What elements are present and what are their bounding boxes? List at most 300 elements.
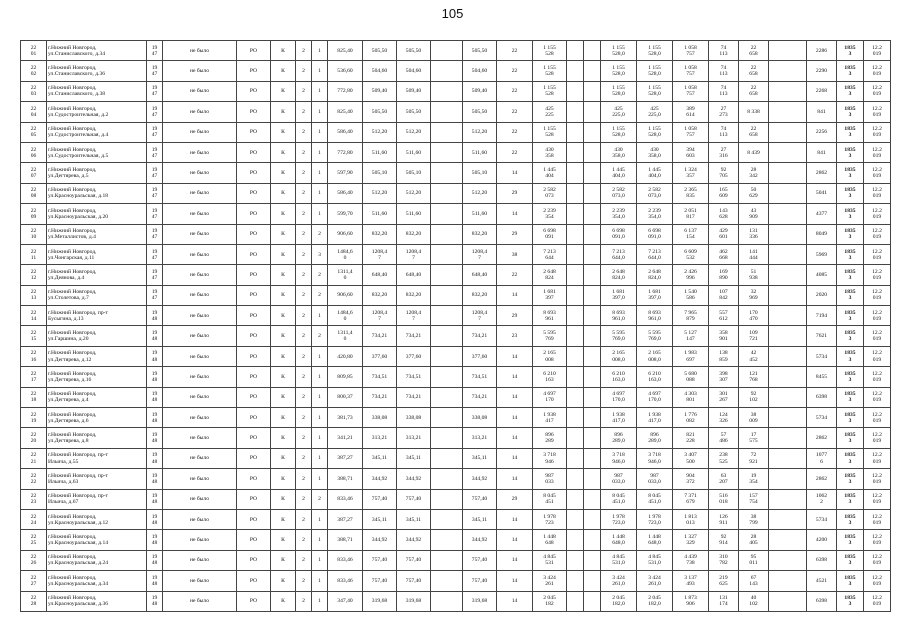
table-cell xyxy=(584,102,601,122)
table-cell: 1 324 357 xyxy=(673,163,709,183)
table-cell: не было xyxy=(163,550,237,570)
table-cell: 1 155 528,0 xyxy=(637,81,673,101)
table-cell: 1311,4 0 xyxy=(328,265,363,285)
table-cell xyxy=(567,346,584,366)
table-cell: 22 04 xyxy=(21,102,47,122)
table-cell xyxy=(769,489,807,509)
table-cell: К xyxy=(271,285,296,305)
table-cell: 757,40 xyxy=(363,489,397,509)
table-cell: 1 327 329 xyxy=(673,530,709,550)
table-cell: 1 xyxy=(312,469,328,489)
table-cell xyxy=(567,509,584,529)
table-cell: 12.2 019 xyxy=(864,306,891,326)
table-cell: 29 xyxy=(497,183,533,203)
table-cell xyxy=(567,530,584,550)
table-cell: 906,60 xyxy=(328,285,363,305)
table-cell: 12.2 019 xyxy=(864,81,891,101)
table-cell: 2 xyxy=(296,428,312,448)
table-cell: 2 xyxy=(296,142,312,162)
table-cell: 358 901 xyxy=(709,326,739,346)
table-cell xyxy=(584,509,601,529)
table-cell: 67 143 xyxy=(739,571,769,591)
table-cell: 1 448 648,0 xyxy=(637,530,673,550)
table-cell xyxy=(769,428,807,448)
table-cell: 8 439 xyxy=(739,142,769,162)
table-cell: 7 213 644,0 xyxy=(601,244,637,264)
table-cell: РО xyxy=(237,183,271,203)
table-cell: РО xyxy=(237,41,271,61)
table-cell: 22 07 xyxy=(21,163,47,183)
table-cell xyxy=(769,265,807,285)
table-cell: 757,40 xyxy=(397,571,431,591)
table-cell xyxy=(584,448,601,468)
table-cell: 238 525 xyxy=(709,448,739,468)
table-cell: г.Нижний Новгород, ул.Красноуральская, д.12 xyxy=(47,509,147,529)
table-cell xyxy=(567,61,584,81)
table-cell: 2 165 008 xyxy=(533,346,567,366)
table-cell: 1 155 528 xyxy=(533,81,567,101)
table-cell: 12.2 019 xyxy=(864,428,891,448)
table-cell: г.Нижний Новгород, ул.Дегтярева, д.12 xyxy=(47,346,147,366)
table-cell: не было xyxy=(163,346,237,366)
table-cell: 2 xyxy=(296,122,312,142)
table-cell: 22 06 xyxy=(21,142,47,162)
table-cell: 2 239 354,0 xyxy=(637,204,673,224)
table-cell: 1 xyxy=(312,183,328,203)
table-cell: 757,40 xyxy=(463,550,497,570)
table-cell: 7 965 879 xyxy=(673,306,709,326)
table-cell: 2 xyxy=(296,285,312,305)
table-cell: 22 09 xyxy=(21,204,47,224)
table-cell: не было xyxy=(163,142,237,162)
table-cell: 987 033 xyxy=(533,469,567,489)
table-cell: 19 47 xyxy=(147,285,163,305)
table-cell: 1835 3 xyxy=(837,408,864,428)
table-cell: 772,80 xyxy=(328,142,363,162)
table-cell: 121 768 xyxy=(739,367,769,387)
table-cell xyxy=(431,183,463,203)
table-cell: К xyxy=(271,469,296,489)
table-cell: 14 xyxy=(497,204,533,224)
table-cell: 1 xyxy=(312,41,328,61)
table-cell: РО xyxy=(237,306,271,326)
table-cell: 906,60 xyxy=(328,224,363,244)
table-cell: 14 xyxy=(497,163,533,183)
table-cell: г.Нижний Новгород, ул.Металлистов, д.4 xyxy=(47,224,147,244)
table-cell: 22 12 xyxy=(21,265,47,285)
table-cell: г.Нижний Новгород, ул.Дегтярева, д.6 xyxy=(47,408,147,428)
table-cell: 430 358 xyxy=(533,142,567,162)
table-cell: 648,40 xyxy=(463,265,497,285)
table-cell: 509,40 xyxy=(397,81,431,101)
table-cell: 22 14 xyxy=(21,306,47,326)
table-cell xyxy=(567,102,584,122)
table-cell: 1835 3 xyxy=(837,163,864,183)
table-cell xyxy=(567,469,584,489)
table-cell: К xyxy=(271,346,296,366)
table-cell: 597,90 xyxy=(328,163,363,183)
table-cell: 389 614 xyxy=(673,102,709,122)
table-cell: 19 48 xyxy=(147,489,163,509)
table-cell: г.Нижний Новгород, пр-т Ильича, д.67 xyxy=(47,489,147,509)
table-cell: 1835 3 xyxy=(837,367,864,387)
table-cell: 505,50 xyxy=(363,41,397,61)
table-cell: 6 210 163 xyxy=(533,367,567,387)
table-cell: 512,20 xyxy=(463,183,497,203)
table-cell xyxy=(567,306,584,326)
table-cell: 63 207 xyxy=(709,469,739,489)
table-cell: 1077 6 xyxy=(807,448,837,468)
table-cell: 512,20 xyxy=(463,122,497,142)
table-cell: 22 19 xyxy=(21,408,47,428)
table-cell: 12.2 019 xyxy=(864,41,891,61)
table-cell: 19 48 xyxy=(147,530,163,550)
table-cell xyxy=(769,122,807,142)
table-cell: 757,40 xyxy=(363,550,397,570)
table-cell: 8 693 961,0 xyxy=(601,306,637,326)
table-cell: К xyxy=(271,102,296,122)
table-cell: 6 698 091 xyxy=(533,224,567,244)
table-cell: 2 xyxy=(296,163,312,183)
table-cell xyxy=(567,326,584,346)
table-cell: г.Нижний Новгород, ул.Столетова, д.7 xyxy=(47,285,147,305)
table-cell: 1835 3 xyxy=(837,204,864,224)
table-cell xyxy=(584,326,601,346)
table-cell: 2 xyxy=(296,326,312,346)
table-cell: 504,60 xyxy=(363,61,397,81)
table-cell: 19 47 xyxy=(147,224,163,244)
table-cell: 1 xyxy=(312,448,328,468)
table-cell xyxy=(769,448,807,468)
table-cell: РО xyxy=(237,448,271,468)
table-cell: 896 289,0 xyxy=(637,428,673,448)
table-cell: 512,20 xyxy=(363,183,397,203)
table-cell: 511,60 xyxy=(463,204,497,224)
table-cell: 7194 xyxy=(807,306,837,326)
table-cell: К xyxy=(271,367,296,387)
table-cell: 12.2 019 xyxy=(864,550,891,570)
table-cell: 14 xyxy=(497,346,533,366)
table-row xyxy=(21,530,891,550)
table-cell xyxy=(567,550,584,570)
table-cell: 313,21 xyxy=(363,428,397,448)
table-cell: 2862 xyxy=(807,469,837,489)
table-cell: 8 693 961,0 xyxy=(637,306,673,326)
table-cell: РО xyxy=(237,408,271,428)
table-cell: 1208,4 7 xyxy=(397,244,431,264)
table-cell: 505,10 xyxy=(397,163,431,183)
table-cell: 2 xyxy=(296,102,312,122)
table-cell: 12.2 019 xyxy=(864,326,891,346)
table-cell: К xyxy=(271,163,296,183)
table-cell: 2 xyxy=(296,509,312,529)
table-cell: 1 938 417,0 xyxy=(637,408,673,428)
table-cell: не было xyxy=(163,448,237,468)
table-cell: 74 113 xyxy=(709,41,739,61)
table-cell: 757,40 xyxy=(463,571,497,591)
table-cell xyxy=(567,122,584,142)
table-cell: 143 628 xyxy=(709,204,739,224)
table-cell: 825,40 xyxy=(328,102,363,122)
table-cell: К xyxy=(271,142,296,162)
table-cell: г.Нижний Новгород, ул.Красноуральская, д.14 xyxy=(47,530,147,550)
table-cell: РО xyxy=(237,469,271,489)
table-cell: 2 365 835 xyxy=(673,183,709,203)
table-cell: РО xyxy=(237,122,271,142)
table-cell xyxy=(567,571,584,591)
table-cell: 22 25 xyxy=(21,530,47,550)
table-cell: 377,60 xyxy=(397,346,431,366)
table-cell: 4 439 738 xyxy=(673,550,709,570)
table-cell: 4 697 170 xyxy=(533,387,567,407)
table-cell: 509,40 xyxy=(463,81,497,101)
table-cell: 1835 3 xyxy=(837,183,864,203)
table-cell: 2 648 824,0 xyxy=(601,265,637,285)
table-cell: 22 27 xyxy=(21,571,47,591)
table-cell xyxy=(584,387,601,407)
table-cell: 2 045 182,0 xyxy=(637,591,673,611)
table-cell: 1 445 404,0 xyxy=(601,163,637,183)
table-cell: 19 47 xyxy=(147,163,163,183)
table-cell xyxy=(769,306,807,326)
table-cell: 29 xyxy=(497,306,533,326)
table-cell xyxy=(567,224,584,244)
table-cell: К xyxy=(271,122,296,142)
table-cell: 92 914 xyxy=(709,530,739,550)
table-cell: 832,20 xyxy=(397,224,431,244)
table-cell: 1 058 757 xyxy=(673,81,709,101)
table-cell: 5 595 769,0 xyxy=(637,326,673,346)
table-cell: 1 058 757 xyxy=(673,41,709,61)
table-cell: 14 xyxy=(497,428,533,448)
table-cell: 734,21 xyxy=(463,387,497,407)
table-cell: 1208,4 7 xyxy=(463,306,497,326)
table-cell: 22 28 xyxy=(21,591,47,611)
table-cell: не было xyxy=(163,591,237,611)
table-cell: 19 47 xyxy=(147,142,163,162)
table-cell: 19 48 xyxy=(147,509,163,529)
table-cell: не было xyxy=(163,204,237,224)
table-cell xyxy=(431,550,463,570)
table-cell xyxy=(769,61,807,81)
table-cell: г.Нижний Новгород, ул.Станиславского, д.36 xyxy=(47,61,147,81)
table-cell: 141 444 xyxy=(739,244,769,264)
table-cell: 5734 xyxy=(807,346,837,366)
table-cell: не было xyxy=(163,61,237,81)
table-cell: 2 426 996 xyxy=(673,265,709,285)
table-cell: 2268 xyxy=(807,81,837,101)
table-cell: 22 xyxy=(497,61,533,81)
table-cell: г.Нижний Новгород, ул.Дегтярева, д.5 xyxy=(47,163,147,183)
table-cell: 388,71 xyxy=(328,530,363,550)
table-cell: 344,92 xyxy=(397,469,431,489)
table-cell: 505,50 xyxy=(397,41,431,61)
table-cell: 2 xyxy=(296,224,312,244)
table-cell: 12.2 019 xyxy=(864,387,891,407)
table-cell: РО xyxy=(237,489,271,509)
table-row xyxy=(21,81,891,101)
table-cell: 12.2 019 xyxy=(864,571,891,591)
table-cell: РО xyxy=(237,244,271,264)
table-cell: 2 xyxy=(296,448,312,468)
table-cell: 19 48 xyxy=(147,448,163,468)
table-cell: 27 273 xyxy=(709,102,739,122)
table-cell: 14 xyxy=(497,387,533,407)
table-cell: не было xyxy=(163,163,237,183)
table-cell: 19 48 xyxy=(147,367,163,387)
table-cell: 4 845 531,0 xyxy=(637,550,673,570)
table-cell: 1 xyxy=(312,163,328,183)
table-cell: 511,60 xyxy=(363,142,397,162)
table-cell: 169 890 xyxy=(709,265,739,285)
table-cell: 2 xyxy=(312,489,328,509)
table-cell: 2 165 008,0 xyxy=(601,346,637,366)
table-cell xyxy=(769,550,807,570)
table-cell xyxy=(431,326,463,346)
table-cell: 2 xyxy=(296,265,312,285)
table-cell: 17 575 xyxy=(739,428,769,448)
table-cell: 1208,4 7 xyxy=(363,306,397,326)
table-cell: 14 xyxy=(497,469,533,489)
table-cell: 1 938 417,0 xyxy=(601,408,637,428)
table-cell xyxy=(431,530,463,550)
table-cell: 3 424 261,0 xyxy=(601,571,637,591)
table-cell xyxy=(584,265,601,285)
table-cell: 22 xyxy=(497,265,533,285)
table-cell: 319,68 xyxy=(463,591,497,611)
table-cell: 6 698 091,0 xyxy=(637,224,673,244)
table-row xyxy=(21,41,891,61)
table-cell: 2 xyxy=(296,346,312,366)
table-cell: 757,40 xyxy=(397,489,431,509)
table-cell: не было xyxy=(163,387,237,407)
table-cell: не было xyxy=(163,530,237,550)
table-cell: 2 xyxy=(296,408,312,428)
table-cell: К xyxy=(271,571,296,591)
table-cell: К xyxy=(271,41,296,61)
table-cell: 7 213 644,0 xyxy=(637,244,673,264)
table-cell: РО xyxy=(237,204,271,224)
table-row xyxy=(21,265,891,285)
table-cell: 1 540 586 xyxy=(673,285,709,305)
table-cell: 505,50 xyxy=(397,102,431,122)
table-cell: К xyxy=(271,244,296,264)
table-cell: РО xyxy=(237,509,271,529)
table-cell: 2 165 008,0 xyxy=(637,346,673,366)
table-cell xyxy=(567,81,584,101)
table-cell xyxy=(584,489,601,509)
table-cell: г.Нижний Новгород, ул.Станиславского, д.34 xyxy=(47,41,147,61)
table-cell: 43 909 xyxy=(739,204,769,224)
table-cell: 22 24 xyxy=(21,509,47,529)
table-cell xyxy=(769,346,807,366)
table-cell: 1 155 528 xyxy=(533,122,567,142)
table-cell: 987 033,0 xyxy=(637,469,673,489)
table-cell: РО xyxy=(237,530,271,550)
table-cell: 1 681 397 xyxy=(533,285,567,305)
table-cell xyxy=(769,285,807,305)
table-cell xyxy=(567,41,584,61)
table-cell: 3 407 500 xyxy=(673,448,709,468)
table-cell xyxy=(567,265,584,285)
table-cell: 3 424 261,0 xyxy=(637,571,673,591)
table-cell: 301 267 xyxy=(709,387,739,407)
table-cell: 12.2 019 xyxy=(864,183,891,203)
table-cell xyxy=(584,530,601,550)
table-cell: 319,68 xyxy=(397,591,431,611)
table-cell: 1835 3 xyxy=(837,224,864,244)
table-cell: 1 xyxy=(312,102,328,122)
table-cell xyxy=(769,102,807,122)
table-cell: 19 48 xyxy=(147,306,163,326)
table-cell: 341,21 xyxy=(328,428,363,448)
table-cell: 1 xyxy=(312,591,328,611)
table-cell: 5 680 088 xyxy=(673,367,709,387)
table-cell: 388,71 xyxy=(328,469,363,489)
table-cell: 511,60 xyxy=(463,142,497,162)
table-cell: 1 873 906 xyxy=(673,591,709,611)
table-cell: 345,11 xyxy=(397,448,431,468)
table-cell: 2 xyxy=(312,265,328,285)
table-cell: 14 xyxy=(497,550,533,570)
table-cell: 95 011 xyxy=(739,550,769,570)
table-cell: 2 xyxy=(296,204,312,224)
table-cell: 12.2 019 xyxy=(864,469,891,489)
table-cell: 420,80 xyxy=(328,346,363,366)
table-cell: 1 448 648,0 xyxy=(601,530,637,550)
table-cell: 1 155 528,0 xyxy=(601,61,637,81)
table-cell: 23 xyxy=(497,326,533,346)
table-row xyxy=(21,489,891,509)
table-cell xyxy=(431,224,463,244)
table-cell: г.Нижний Новгород, ул.Судостроительная, д.4 xyxy=(47,122,147,142)
table-cell: 19 47 xyxy=(147,81,163,101)
table-cell: 19 47 xyxy=(147,265,163,285)
table-cell: 833,46 xyxy=(328,571,363,591)
table-cell: 19 354 xyxy=(739,469,769,489)
table-cell: 8 045 451,0 xyxy=(601,489,637,509)
table-cell: 27 316 xyxy=(709,142,739,162)
table-cell xyxy=(769,530,807,550)
table-cell: 338,08 xyxy=(397,408,431,428)
table-cell: 832,20 xyxy=(463,224,497,244)
table-cell xyxy=(567,163,584,183)
table-cell xyxy=(431,408,463,428)
table-cell: 586,40 xyxy=(328,183,363,203)
table-cell: 1 xyxy=(312,550,328,570)
table-cell: 22 01 xyxy=(21,41,47,61)
table-cell: 22 658 xyxy=(739,61,769,81)
table-cell: 377,60 xyxy=(463,346,497,366)
table-cell: 8049 xyxy=(807,224,837,244)
table-cell xyxy=(431,244,463,264)
table-row xyxy=(21,387,891,407)
table-cell xyxy=(769,41,807,61)
table-cell: РО xyxy=(237,550,271,570)
table-cell: К xyxy=(271,204,296,224)
table-cell: 29 xyxy=(497,224,533,244)
table-cell: 512,20 xyxy=(363,122,397,142)
table-cell xyxy=(769,469,807,489)
table-cell: 557 612 xyxy=(709,306,739,326)
table-cell: 7 371 679 xyxy=(673,489,709,509)
table-cell: 22 xyxy=(497,41,533,61)
table-cell: 6 210 163,0 xyxy=(637,367,673,387)
table-cell: 28 405 xyxy=(739,530,769,550)
table-cell: 734,51 xyxy=(463,367,497,387)
table-cell: 1 155 528 xyxy=(533,61,567,81)
table-cell: 12.2 019 xyxy=(864,102,891,122)
